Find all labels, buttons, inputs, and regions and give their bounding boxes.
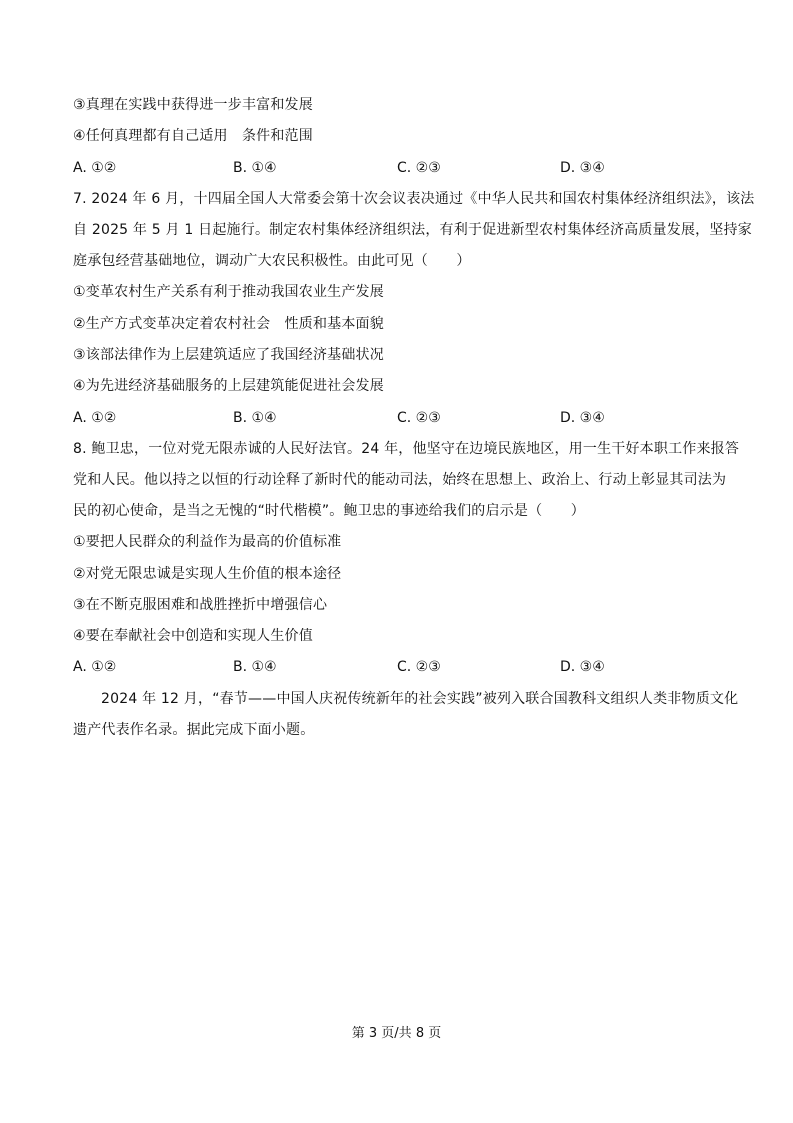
material-intro-line-1: 2024 年 12 月，“春节——中国人庆祝传统新年的社会实践”被列入联合国教科文组织人类非物质文化	[101, 691, 739, 707]
q8-option-d[interactable]: D. ③④	[560, 659, 605, 675]
q7-statement-2: ②生产方式变革决定着农村社会 性质和基本面貌	[73, 316, 384, 332]
option-a[interactable]: A. ①②	[73, 160, 117, 176]
q7-statement-3: ③该部法律作为上层建筑适应了我国经济基础状况	[73, 347, 384, 363]
q8-statement-3: ③在不断克服困难和战胜挫折中增强信心	[73, 597, 328, 613]
option-c[interactable]: C. ②③	[397, 160, 441, 176]
q8-answer-options	[73, 658, 713, 676]
q8-option-c[interactable]: C. ②③	[397, 659, 441, 675]
q8-stem-line-1: 8. 鲍卫忠，一位对党无限赤诚的人民好法官。24 年，他坚守在边境民族地区，用一生干好本职工作来报答	[73, 441, 740, 457]
statement-4: ④任何真理都有自己适用 条件和范围	[73, 128, 313, 144]
q7-option-a[interactable]: A. ①②	[73, 410, 117, 426]
option-b[interactable]: B. ①④	[233, 160, 277, 176]
option-d[interactable]: D. ③④	[560, 160, 605, 176]
material-intro-line-2: 遗产代表作名录。据此完成下面小题。	[73, 722, 315, 738]
q8-stem-line-3: 民的初心使命，是当之无愧的“时代楷模”。鲍卫忠的事迹给我们的启示是（ ）	[73, 503, 585, 519]
statement-3: ③真理在实践中获得进一步丰富和发展	[73, 97, 313, 113]
q8-option-a[interactable]: A. ①②	[73, 659, 117, 675]
q7-stem-line-1: 7. 2024 年 6 月，十四届全国人大常委会第十次会议表决通过《中华人民共和国农村集体经济组织法》，该法	[73, 191, 755, 207]
q7-stem-line-3: 庭承包经营基础地位，调动广大农民积极性。由此可见（ ）	[73, 253, 471, 269]
q7-statement-1: ①变革农村生产关系有利于推动我国农业生产发展	[73, 284, 384, 300]
page-number: 第 3 页/共 8 页	[351, 1026, 442, 1041]
q7-stem-line-2: 自 2025 年 5 月 1 日起施行。制定农村集体经济组织法，有利于促进新型农村集体经济高质量发展，坚持家	[73, 222, 752, 238]
q7-option-d[interactable]: D. ③④	[560, 410, 605, 426]
q8-stem-line-2: 党和人民。他以持之以恒的行动诠释了新时代的能动司法，始终在思想上、政治上、行动上彰显其司法为	[73, 472, 727, 488]
q8-statement-1: ①要把人民群众的利益作为最高的价值标准	[73, 534, 342, 550]
q8-statement-4: ④要在奉献社会中创造和实现人生价值	[73, 628, 313, 644]
q7-answer-options	[73, 409, 713, 427]
q7-option-c[interactable]: C. ②③	[397, 410, 441, 426]
answer-options	[73, 159, 713, 177]
q7-statement-4: ④为先进经济基础服务的上层建筑能促进社会发展	[73, 378, 384, 394]
q8-option-b[interactable]: B. ①④	[233, 659, 277, 675]
q7-option-b[interactable]: B. ①④	[233, 410, 277, 426]
q8-statement-2: ②对党无限忠诚是实现人生价值的根本途径	[73, 566, 342, 582]
